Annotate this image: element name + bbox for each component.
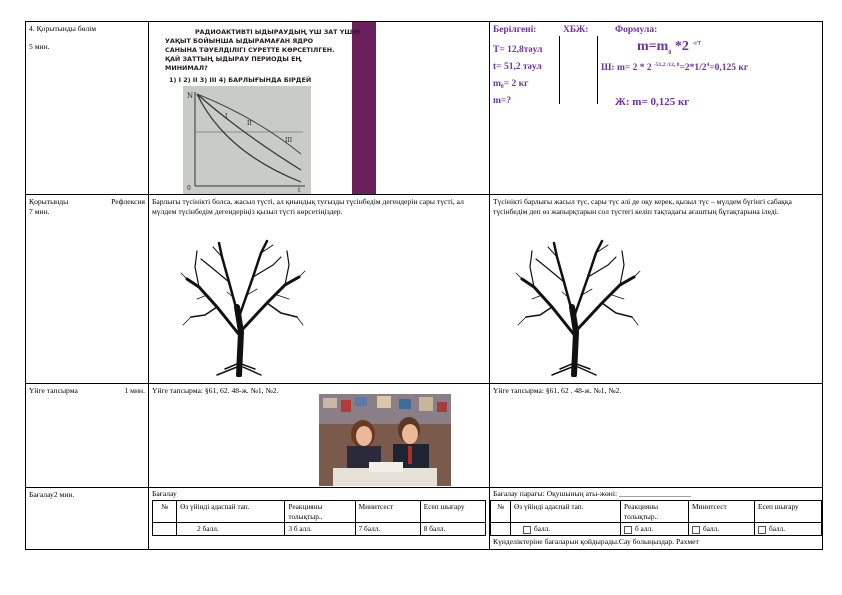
grade-header: Минитсест [689, 501, 755, 523]
given-cell [490, 22, 823, 195]
grade-score: 7 балл. [355, 523, 420, 535]
stage-cell [26, 384, 149, 488]
student-assessment-cell [490, 488, 823, 550]
stage-label: Қорытынды Рефлексия [29, 197, 145, 206]
student-homework-text: Үйге тапсырма: §61, 62 . 48-ж. №1, №2. [493, 386, 622, 395]
curve-iii-label: III [285, 137, 293, 144]
grade-score-row [491, 523, 822, 535]
time-label: 7 мин. [29, 207, 50, 217]
grade-score-cell: балл. [511, 523, 621, 535]
stage-label: Бағалау2 мин. [29, 490, 75, 499]
lesson-plan-table [25, 21, 823, 550]
stage-label: Үйге тапсырма 1 мин. [29, 386, 145, 395]
given-header: Берілгені: [493, 25, 537, 35]
divider [597, 36, 598, 104]
checkbox-icon[interactable] [692, 526, 700, 534]
checkbox-icon[interactable] [523, 526, 531, 534]
given-initial-mass: m₀= 2 кг [493, 79, 529, 89]
grade-header-row [491, 501, 822, 523]
grade-score: 3 б алл. [285, 523, 355, 535]
grade-score [153, 523, 177, 535]
student-assessment-title: Бағалау парағы: Оқушының аты-жөні: ___________________ [493, 489, 692, 498]
question-line-1: РАДИОАКТИВТІ ЫДЫРАУДЫҢ ҮШ ЗАТ ҮШІН [195, 28, 361, 36]
teacher-reflection-text: Барлығы түсінікті болса, жасыл түсті, ал қиындық туғызды түсінбедім дегендерін сары түсті, ал мүлдем түсінбедім дегендеріңіз қызыл түсті көрсетіңіздер. [152, 197, 464, 217]
grade-header: Өз үйіндi адаспай тап. [177, 501, 285, 523]
teacher-assessment-cell [149, 488, 490, 550]
stage-cell [26, 195, 149, 384]
grade-header: № [491, 501, 511, 523]
lesson-plan-sheet [25, 21, 822, 549]
teacher-homework-cell [149, 384, 490, 488]
question-line-3: САНЫНА ТӘУЕЛДІЛІГІ СУРЕТТЕ КӨРСЕТІЛГЕН. [165, 46, 335, 54]
grade-score: 2 балл. [177, 523, 285, 535]
grade-header: Реакцияны толықтыр.. [621, 501, 689, 523]
grade-score-row [153, 523, 486, 535]
graph-y-label: N [187, 92, 194, 100]
grade-score-cell: б алл. [621, 523, 689, 535]
formula-header: Формула: [615, 25, 658, 35]
formula-main: $m=m_0$ *2 $^{-t/T}$ [637, 39, 702, 56]
stage-label: 4. Қорытынды бөлім [29, 24, 97, 33]
time-label: 5 мин. [29, 42, 50, 52]
assessment-footer: Күнделіктеріне бағаларын қойдырады.Сау болыңыздар. Рахмет [493, 536, 699, 546]
teacher-homework-text: Үйге тапсырма: §61, 62. 48-ж. №1, №2. [152, 386, 279, 395]
question-line-4: ҚАЙ ЗАТТЫҢ ЫДЫРАУ ПЕРИОДЫ ЕҢ [165, 55, 302, 63]
divider [559, 36, 560, 104]
student-reflection-cell [490, 195, 823, 384]
given-half-life: T= 12,8тәул [493, 45, 543, 55]
grade-header: Реакцияны толықтыр.. [285, 501, 355, 523]
question-line-5: МИНИМАЛ? [165, 64, 208, 72]
grade-header: Есеп шығару [755, 501, 822, 523]
solution-line: Ш: m= 2 * 2 $^{-51,2 /12, 8}=2*1/2^4=0,125$ кг [601, 62, 749, 74]
row-reflection [26, 195, 823, 384]
given-unknown: m=? [493, 96, 512, 106]
grade-header-row [153, 501, 486, 523]
tree-graphic [177, 237, 307, 377]
students-photo-graphic [319, 394, 451, 486]
row-conclusion [26, 22, 823, 195]
graph-x-label: t [298, 187, 301, 194]
question-line-2: УАҚЫТ БОЙЫНША ЫДЫРАМАҒАН ЯДРО [165, 37, 314, 45]
row-assessment [26, 488, 823, 550]
given-block [493, 24, 819, 192]
stage-cell [26, 488, 149, 550]
question-graphic [165, 22, 385, 194]
student-reflection-text: Түсінікті барлығы жасыл түс, сары түс әлі де оқу керек, қызыл түс – мүлдем бүгінгі сабаққа түсінбедім деп өз жапырқтарын сол түстегі келіп тақтадағы ағаштың бұтақтарына іледі. [493, 197, 792, 217]
teacher-assessment-title: Бағалау [152, 489, 177, 498]
grade-score-cell: балл. [755, 523, 822, 535]
students-photo [319, 394, 451, 489]
checkbox-icon[interactable] [758, 526, 766, 534]
grade-header: Есеп шығару [420, 501, 485, 523]
tree-graphic [512, 237, 642, 377]
row-homework [26, 384, 823, 488]
answer-line: Ж: m= 0,125 кг [615, 96, 690, 108]
graph-origin-label: 0 [187, 185, 191, 192]
tree-image [512, 237, 642, 380]
question-options: 1) I 2) II 3) III 4) БАРЛЫҒЫНДА БІРДЕЙ [169, 76, 312, 84]
grade-score: 8 балл. [420, 523, 485, 535]
stage-cell [26, 22, 149, 195]
grade-header: № [153, 501, 177, 523]
grade-score [491, 523, 511, 535]
curve-i-label: I [225, 113, 228, 120]
question-cell [149, 22, 490, 195]
tree-image [177, 237, 307, 380]
question-image [165, 22, 385, 194]
teacher-grade-table [152, 500, 486, 535]
si-header: ХБЖ: [563, 25, 589, 35]
given-time: t= 51,2 тәул [493, 62, 542, 72]
grade-header: Өз үйіндi адаспай тап. [511, 501, 621, 523]
curve-ii-label: II [247, 120, 252, 127]
checkbox-icon[interactable] [624, 526, 632, 534]
student-homework-cell [490, 384, 823, 488]
student-grade-table [490, 500, 822, 535]
grade-score-cell: балл. [689, 523, 755, 535]
grade-header: Минитсест [355, 501, 420, 523]
teacher-reflection-cell [149, 195, 490, 384]
